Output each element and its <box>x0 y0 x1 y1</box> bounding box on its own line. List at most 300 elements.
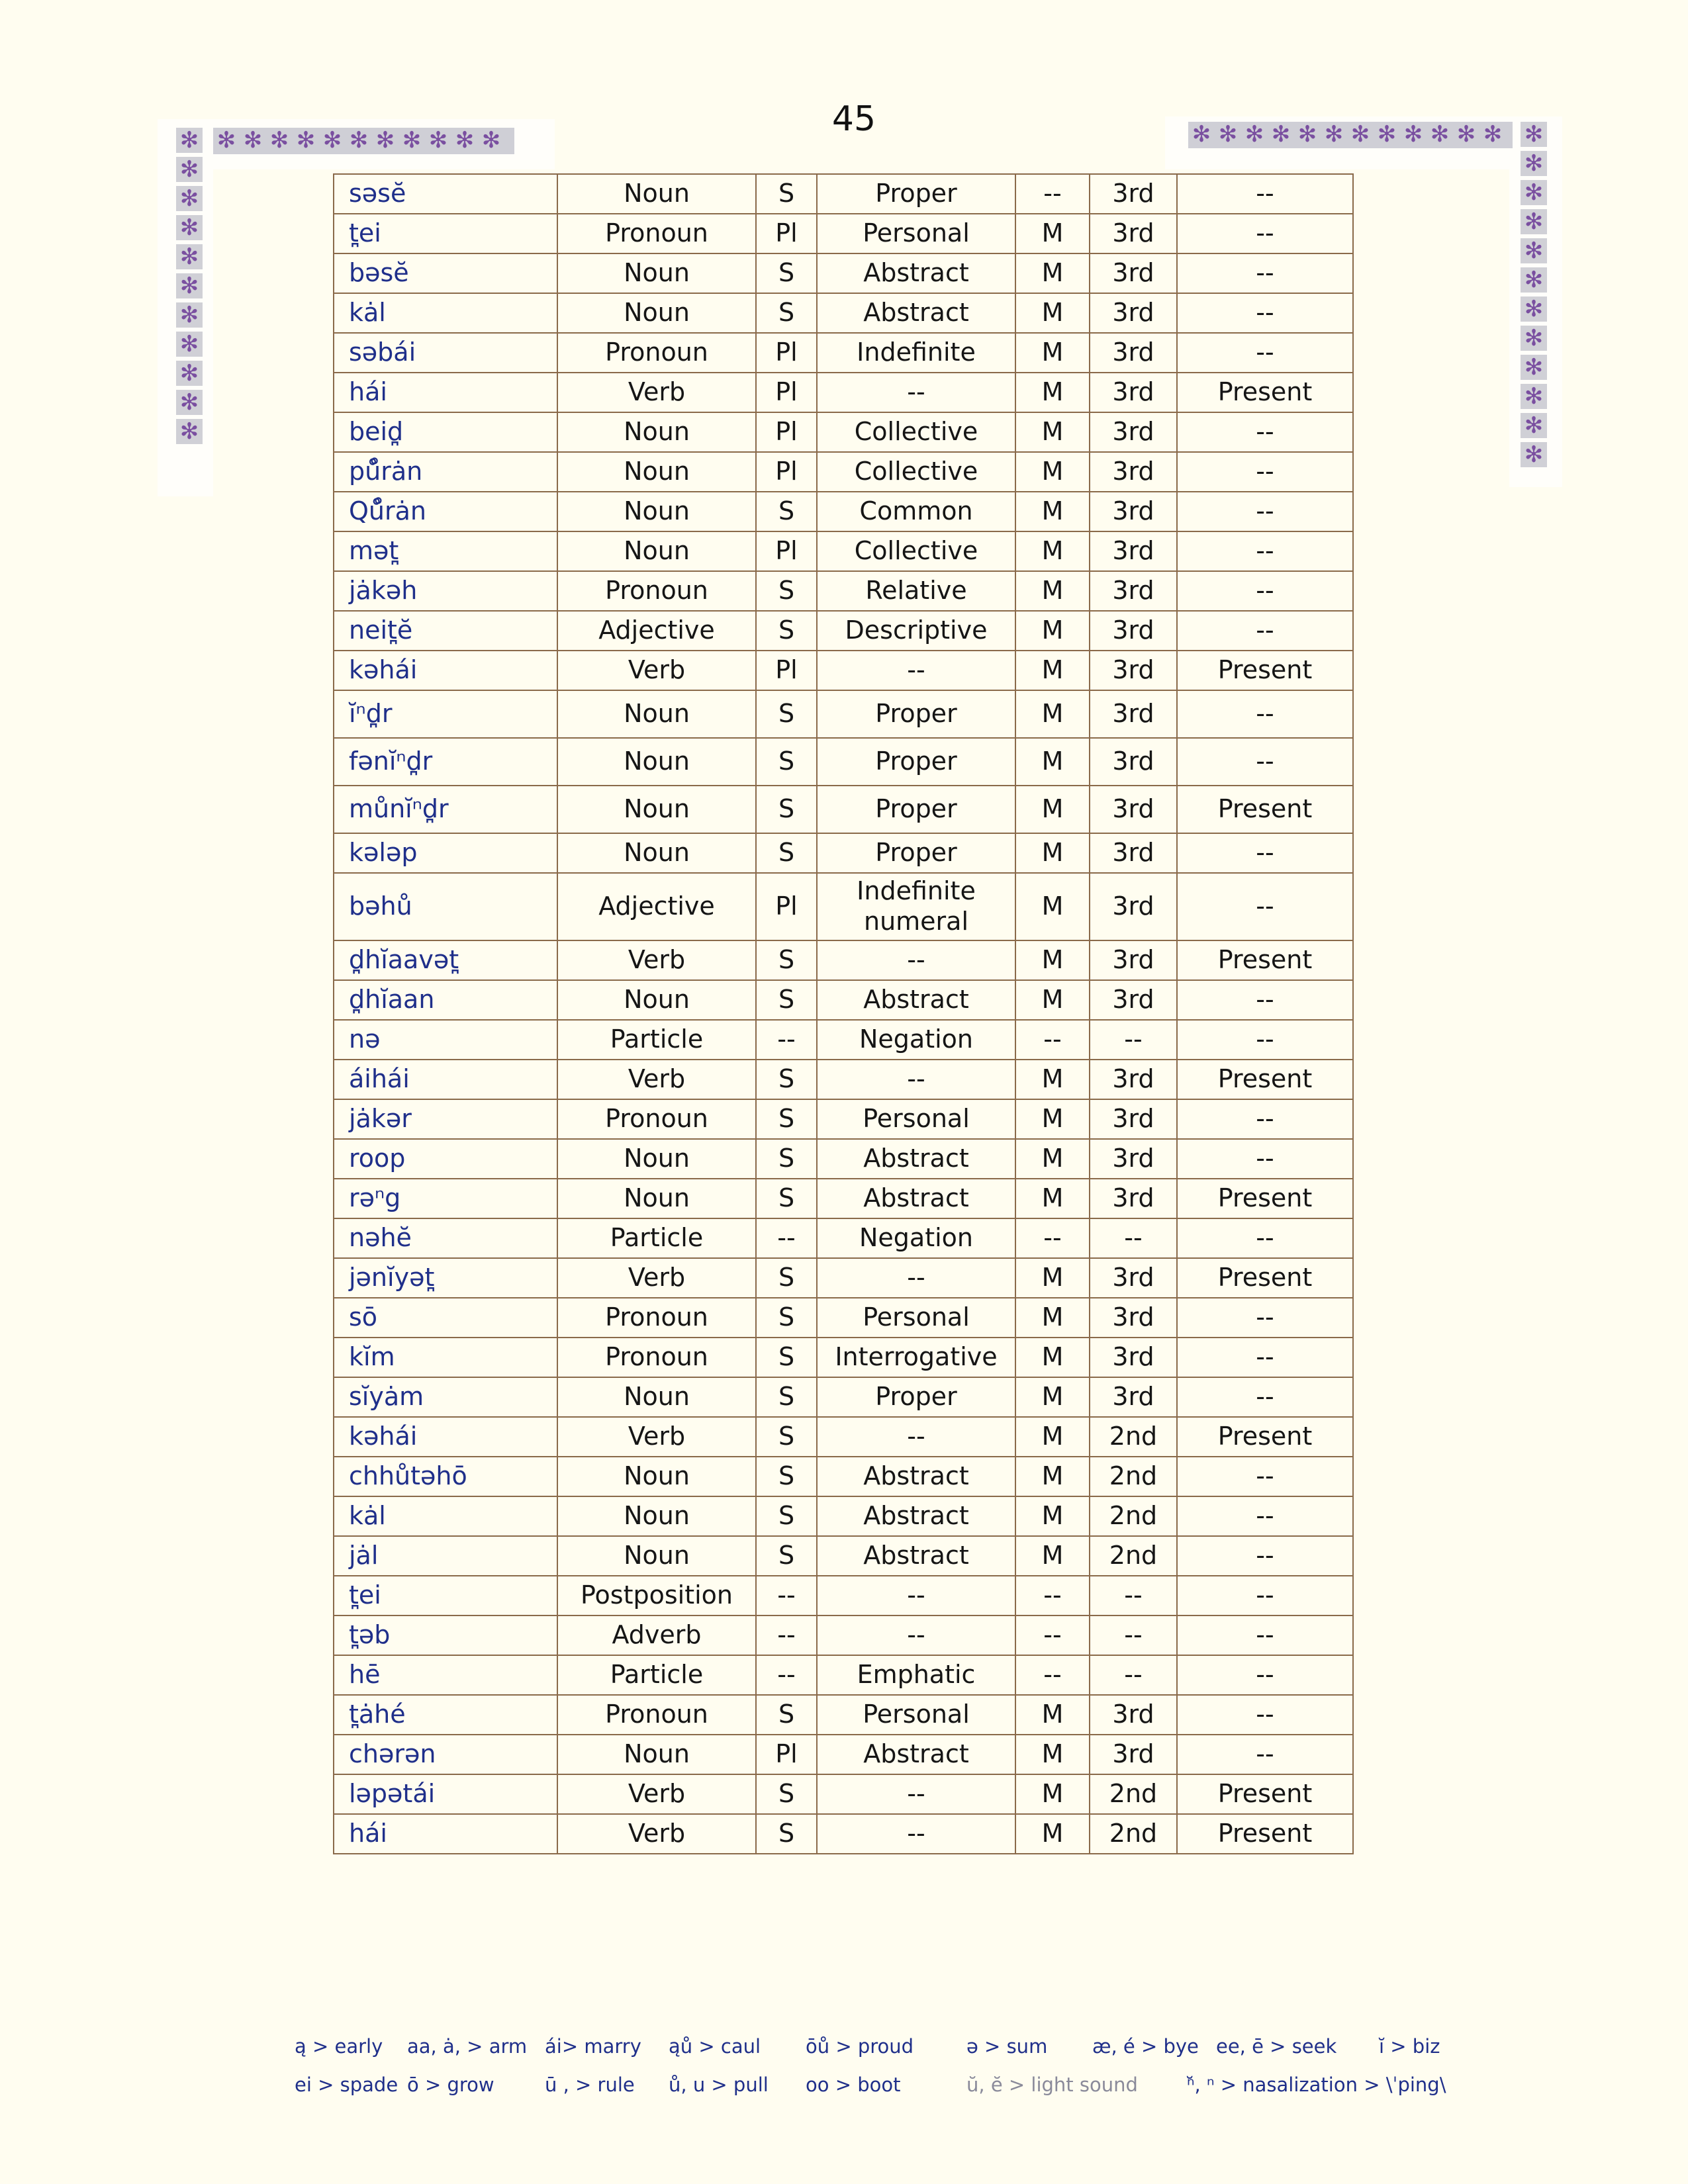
type-cell: Collective <box>817 412 1015 452</box>
gender-cell: M <box>1015 293 1090 333</box>
number-cell: -- <box>756 1655 817 1695</box>
word-cell: mət̪ <box>334 531 557 571</box>
flower-ornament-icon: ✻ <box>1324 121 1344 148</box>
tense-cell: -- <box>1177 1139 1353 1179</box>
number-cell: S <box>756 611 817 651</box>
type-cell: Interrogative <box>817 1338 1015 1377</box>
type-cell: Abstract <box>817 1139 1015 1179</box>
number-cell: Pl <box>756 651 817 690</box>
word-cell: neit̪ĕ <box>334 611 557 651</box>
word-cell: kələp <box>334 833 557 873</box>
type-cell: Proper <box>817 833 1015 873</box>
number-cell: S <box>756 1338 817 1377</box>
person-cell: 3rd <box>1090 690 1177 738</box>
type-cell: -- <box>817 373 1015 412</box>
person-cell: 3rd <box>1090 873 1177 940</box>
tense-cell: -- <box>1177 1099 1353 1139</box>
part-of-speech-cell: Noun <box>557 452 756 492</box>
number-cell: S <box>756 571 817 611</box>
word-cell: můnĭⁿd̪r <box>334 786 557 833</box>
person-cell: 3rd <box>1090 1735 1177 1774</box>
type-cell: Abstract <box>817 1457 1015 1496</box>
gender-cell: M <box>1015 253 1090 293</box>
flower-ornament-icon: ✻ <box>1521 296 1547 322</box>
legend-item: ə > sum <box>966 2035 1048 2058</box>
table-row <box>334 786 1353 833</box>
type-cell: Proper <box>817 786 1015 833</box>
flower-ornament-icon: ✻ <box>216 127 236 154</box>
type-cell: Common <box>817 492 1015 531</box>
number-cell: Pl <box>756 873 817 940</box>
gender-cell: M <box>1015 452 1090 492</box>
table-row <box>334 452 1353 492</box>
tense-cell: Present <box>1177 1417 1353 1457</box>
table-row <box>334 1099 1353 1139</box>
word-cell: bəsĕ <box>334 253 557 293</box>
table-row <box>334 1814 1353 1854</box>
number-cell: S <box>756 1457 817 1496</box>
table-row <box>334 1258 1353 1298</box>
tense-cell: Present <box>1177 373 1353 412</box>
word-cell: hē <box>334 1655 557 1695</box>
number-cell: S <box>756 1496 817 1536</box>
number-cell: S <box>756 1060 817 1099</box>
part-of-speech-cell: Postposition <box>557 1576 756 1615</box>
number-cell: -- <box>756 1615 817 1655</box>
person-cell: 3rd <box>1090 611 1177 651</box>
table-row <box>334 1576 1353 1615</box>
part-of-speech-cell: Pronoun <box>557 1099 756 1139</box>
part-of-speech-cell: Noun <box>557 980 756 1020</box>
gender-cell: M <box>1015 373 1090 412</box>
type-cell: Abstract <box>817 253 1015 293</box>
gender-cell: -- <box>1015 1655 1090 1695</box>
table-row <box>334 940 1353 980</box>
table-row <box>334 293 1353 333</box>
part-of-speech-cell: Noun <box>557 174 756 214</box>
gender-cell: M <box>1015 571 1090 611</box>
flower-ornament-icon: ✻ <box>176 273 203 298</box>
person-cell: -- <box>1090 1655 1177 1695</box>
word-cell: fənĭⁿd̪r <box>334 738 557 786</box>
flower-ornament-icon: ✻ <box>1297 121 1317 148</box>
part-of-speech-cell: Pronoun <box>557 333 756 373</box>
part-of-speech-cell: Verb <box>557 373 756 412</box>
person-cell: 2nd <box>1090 1457 1177 1496</box>
legend-item: ei > spade <box>295 2073 399 2096</box>
table-row <box>334 253 1353 293</box>
tense-cell: -- <box>1177 1615 1353 1655</box>
type-cell: -- <box>817 1814 1015 1854</box>
gender-cell: M <box>1015 1179 1090 1218</box>
part-of-speech-cell: Verb <box>557 651 756 690</box>
gender-cell: M <box>1015 333 1090 373</box>
word-cell: roop <box>334 1139 557 1179</box>
table-row <box>334 492 1353 531</box>
person-cell: 2nd <box>1090 1417 1177 1457</box>
part-of-speech-cell: Adjective <box>557 873 756 940</box>
type-cell: Abstract <box>817 1179 1015 1218</box>
flower-ornament-icon: ✻ <box>176 302 203 328</box>
part-of-speech-cell: Pronoun <box>557 214 756 253</box>
gender-cell: -- <box>1015 174 1090 214</box>
table-row <box>334 873 1353 940</box>
type-cell: Abstract <box>817 1496 1015 1536</box>
tense-cell: -- <box>1177 1377 1353 1417</box>
type-cell: Personal <box>817 1298 1015 1338</box>
gender-cell: M <box>1015 1258 1090 1298</box>
tense-cell: -- <box>1177 492 1353 531</box>
type-cell: Abstract <box>817 293 1015 333</box>
word-cell: hái <box>334 373 557 412</box>
type-cell: Collective <box>817 452 1015 492</box>
gender-cell: M <box>1015 1457 1090 1496</box>
part-of-speech-cell: Noun <box>557 1179 756 1218</box>
type-cell: Indefinite numeral <box>817 873 1015 940</box>
word-cell: pů̊rȧn <box>334 452 557 492</box>
part-of-speech-cell: Verb <box>557 1258 756 1298</box>
number-cell: S <box>756 1774 817 1814</box>
type-cell: -- <box>817 1774 1015 1814</box>
gender-cell: M <box>1015 873 1090 940</box>
type-cell: Emphatic <box>817 1655 1015 1695</box>
word-cell: kəhái <box>334 1417 557 1457</box>
table-row <box>334 1655 1353 1695</box>
tense-cell: -- <box>1177 1218 1353 1258</box>
gender-cell: M <box>1015 1099 1090 1139</box>
tense-cell: Present <box>1177 940 1353 980</box>
flower-ornament-icon: ✻ <box>1483 121 1503 148</box>
flower-ornament-icon: ✻ <box>1456 121 1476 148</box>
tense-cell: -- <box>1177 873 1353 940</box>
number-cell: S <box>756 940 817 980</box>
word-cell: rəⁿg <box>334 1179 557 1218</box>
word-cell: t̪ȧhé <box>334 1695 557 1735</box>
number-cell: S <box>756 690 817 738</box>
flower-ornament-icon: ✻ <box>176 390 203 415</box>
part-of-speech-cell: Noun <box>557 253 756 293</box>
legend-item: ą > early <box>295 2035 383 2058</box>
table-row <box>334 1377 1353 1417</box>
table-row <box>334 1218 1353 1258</box>
table-row <box>334 1457 1353 1496</box>
gender-cell: M <box>1015 980 1090 1020</box>
flower-ornament-icon: ✻ <box>1192 121 1211 148</box>
flower-ornament-icon: ✻ <box>1521 180 1547 205</box>
tense-cell: -- <box>1177 1338 1353 1377</box>
gender-cell: -- <box>1015 1615 1090 1655</box>
person-cell: 3rd <box>1090 980 1177 1020</box>
person-cell: 3rd <box>1090 1139 1177 1179</box>
tense-cell: -- <box>1177 412 1353 452</box>
part-of-speech-cell: Noun <box>557 293 756 333</box>
part-of-speech-cell: Particle <box>557 1020 756 1060</box>
person-cell: 3rd <box>1090 1377 1177 1417</box>
gender-cell: M <box>1015 1496 1090 1536</box>
word-cell: jȧkər <box>334 1099 557 1139</box>
type-cell: Relative <box>817 571 1015 611</box>
person-cell: -- <box>1090 1020 1177 1060</box>
legend-item: ŭ, ĕ > light sound <box>966 2073 1138 2096</box>
legend-item: oo > boot <box>806 2073 901 2096</box>
part-of-speech-cell: Verb <box>557 1417 756 1457</box>
tense-cell: Present <box>1177 1774 1353 1814</box>
person-cell: 3rd <box>1090 1179 1177 1218</box>
flower-ornament-icon: ✻ <box>1521 122 1547 147</box>
gender-cell: M <box>1015 1298 1090 1338</box>
part-of-speech-cell: Noun <box>557 1735 756 1774</box>
tense-cell: Present <box>1177 651 1353 690</box>
person-cell: 3rd <box>1090 1298 1177 1338</box>
word-cell: səsĕ <box>334 174 557 214</box>
gender-cell: M <box>1015 531 1090 571</box>
table-row <box>334 1774 1353 1814</box>
flower-ornament-icon: ✻ <box>1521 151 1547 176</box>
word-cell: d̪hĭaan <box>334 980 557 1020</box>
legend-item: ů, u > pull <box>669 2073 769 2096</box>
legend-item: aa, ȧ, > arm <box>407 2035 528 2058</box>
word-cell: bəhů <box>334 873 557 940</box>
person-cell: 3rd <box>1090 940 1177 980</box>
word-cell: áihái <box>334 1060 557 1099</box>
part-of-speech-cell: Pronoun <box>557 1338 756 1377</box>
tense-cell: -- <box>1177 571 1353 611</box>
type-cell: -- <box>817 1060 1015 1099</box>
word-cell: kȧl <box>334 1496 557 1536</box>
part-of-speech-cell: Noun <box>557 492 756 531</box>
table-row <box>334 1695 1353 1735</box>
person-cell: -- <box>1090 1218 1177 1258</box>
flower-ornament-icon: ✻ <box>1521 209 1547 234</box>
tense-cell: -- <box>1177 1536 1353 1576</box>
person-cell: 3rd <box>1090 214 1177 253</box>
gender-cell: M <box>1015 1139 1090 1179</box>
word-cell: nəhĕ <box>334 1218 557 1258</box>
word-cell: d̪hĭaavət̪ <box>334 940 557 980</box>
word-cell: t̪ei <box>334 214 557 253</box>
person-cell: 3rd <box>1090 333 1177 373</box>
person-cell: 3rd <box>1090 412 1177 452</box>
legend-item: ōů > proud <box>806 2035 914 2058</box>
person-cell: 2nd <box>1090 1536 1177 1576</box>
number-cell: S <box>756 980 817 1020</box>
flower-ornament-icon: ✻ <box>1350 121 1370 148</box>
gender-cell: -- <box>1015 1218 1090 1258</box>
word-cell: t̪əb <box>334 1615 557 1655</box>
tense-cell: -- <box>1177 1496 1353 1536</box>
ornament-row-top-right <box>1188 122 1513 148</box>
word-cell: ləpətái <box>334 1774 557 1814</box>
number-cell: S <box>756 833 817 873</box>
flower-ornament-icon: ✻ <box>1521 326 1547 351</box>
number-cell: S <box>756 1814 817 1854</box>
part-of-speech-cell: Noun <box>557 786 756 833</box>
word-cell: chhůtəhō <box>334 1457 557 1496</box>
table-row <box>334 1735 1353 1774</box>
part-of-speech-cell: Noun <box>557 833 756 873</box>
table-row <box>334 1179 1353 1218</box>
tense-cell: -- <box>1177 1695 1353 1735</box>
legend-item: ū , > rule <box>545 2073 635 2096</box>
gender-cell: M <box>1015 690 1090 738</box>
part-of-speech-cell: Particle <box>557 1218 756 1258</box>
part-of-speech-cell: Pronoun <box>557 1298 756 1338</box>
pronunciation-legend <box>295 2035 1486 2101</box>
number-cell: S <box>756 1179 817 1218</box>
gender-cell: M <box>1015 1417 1090 1457</box>
flower-ornament-icon: ✻ <box>176 419 203 444</box>
word-cell: jȧl <box>334 1536 557 1576</box>
gender-cell: -- <box>1015 1020 1090 1060</box>
tense-cell: Present <box>1177 1060 1353 1099</box>
tense-cell: -- <box>1177 452 1353 492</box>
type-cell: Indefinite <box>817 333 1015 373</box>
table-row <box>334 412 1353 452</box>
flower-ornament-icon: ✻ <box>296 127 316 154</box>
table-row <box>334 980 1353 1020</box>
table-row <box>334 531 1353 571</box>
flower-ornament-icon: ✻ <box>269 127 289 154</box>
gender-cell: M <box>1015 611 1090 651</box>
flower-ornament-icon: ✻ <box>1218 121 1238 148</box>
gender-cell: M <box>1015 1774 1090 1814</box>
table-row <box>334 651 1353 690</box>
word-cell: sĭyȧm <box>334 1377 557 1417</box>
part-of-speech-cell: Noun <box>557 690 756 738</box>
page-number: 45 <box>831 99 876 139</box>
tense-cell: -- <box>1177 1735 1353 1774</box>
number-cell: S <box>756 1298 817 1338</box>
flower-ornament-icon: ✻ <box>1521 442 1547 467</box>
word-cell: Qů̊rȧn <box>334 492 557 531</box>
table-row <box>334 571 1353 611</box>
table-row <box>334 1536 1353 1576</box>
gender-cell: M <box>1015 1536 1090 1576</box>
number-cell: -- <box>756 1576 817 1615</box>
person-cell: 3rd <box>1090 492 1177 531</box>
type-cell: Abstract <box>817 980 1015 1020</box>
tense-cell: -- <box>1177 738 1353 786</box>
gender-cell: M <box>1015 1735 1090 1774</box>
part-of-speech-cell: Adjective <box>557 611 756 651</box>
person-cell: 2nd <box>1090 1774 1177 1814</box>
person-cell: 2nd <box>1090 1814 1177 1854</box>
flower-ornament-icon: ✻ <box>481 127 501 154</box>
tense-cell: -- <box>1177 1298 1353 1338</box>
tense-cell: -- <box>1177 1457 1353 1496</box>
word-cell: hái <box>334 1814 557 1854</box>
type-cell: Negation <box>817 1218 1015 1258</box>
person-cell: 3rd <box>1090 1060 1177 1099</box>
table-row <box>334 1298 1353 1338</box>
word-cell: kȧl <box>334 293 557 333</box>
word-cell: chərən <box>334 1735 557 1774</box>
part-of-speech-cell: Noun <box>557 1496 756 1536</box>
tense-cell: -- <box>1177 293 1353 333</box>
grammar-table-body <box>334 174 1353 1854</box>
flower-ornament-icon: ✻ <box>243 127 263 154</box>
gender-cell: M <box>1015 412 1090 452</box>
gender-cell: M <box>1015 214 1090 253</box>
tense-cell: -- <box>1177 690 1353 738</box>
number-cell: S <box>756 1536 817 1576</box>
gender-cell: M <box>1015 940 1090 980</box>
flower-ornament-icon: ✻ <box>1377 121 1397 148</box>
part-of-speech-cell: Verb <box>557 1814 756 1854</box>
person-cell: 3rd <box>1090 174 1177 214</box>
legend-item: ąů > caul <box>669 2035 761 2058</box>
number-cell: S <box>756 1139 817 1179</box>
number-cell: S <box>756 293 817 333</box>
table-row <box>334 833 1353 873</box>
number-cell: S <box>756 1377 817 1417</box>
person-cell: 3rd <box>1090 1338 1177 1377</box>
flower-ornament-icon: ✻ <box>322 127 342 154</box>
person-cell: 3rd <box>1090 253 1177 293</box>
flower-ornament-icon: ✻ <box>1521 384 1547 409</box>
type-cell: -- <box>817 940 1015 980</box>
part-of-speech-cell: Noun <box>557 1139 756 1179</box>
type-cell: Personal <box>817 214 1015 253</box>
part-of-speech-cell: Particle <box>557 1655 756 1695</box>
person-cell: -- <box>1090 1615 1177 1655</box>
number-cell: Pl <box>756 452 817 492</box>
word-cell: nə <box>334 1020 557 1060</box>
type-cell: Abstract <box>817 1735 1015 1774</box>
table-row <box>334 611 1353 651</box>
table-row <box>334 1139 1353 1179</box>
number-cell: S <box>756 492 817 531</box>
gender-cell: M <box>1015 492 1090 531</box>
table-row <box>334 1338 1353 1377</box>
person-cell: 2nd <box>1090 1496 1177 1536</box>
number-cell: S <box>756 1695 817 1735</box>
part-of-speech-cell: Noun <box>557 738 756 786</box>
part-of-speech-cell: Pronoun <box>557 1695 756 1735</box>
type-cell: Collective <box>817 531 1015 571</box>
person-cell: 3rd <box>1090 786 1177 833</box>
word-cell: səbái <box>334 333 557 373</box>
legend-item: ĭ > biz <box>1379 2035 1440 2058</box>
gender-cell: M <box>1015 786 1090 833</box>
flower-ornament-icon: ✻ <box>176 332 203 357</box>
table-row <box>334 373 1353 412</box>
number-cell: S <box>756 738 817 786</box>
table-row <box>334 174 1353 214</box>
gender-cell: M <box>1015 738 1090 786</box>
person-cell: 3rd <box>1090 293 1177 333</box>
person-cell: 3rd <box>1090 833 1177 873</box>
part-of-speech-cell: Noun <box>557 412 756 452</box>
legend-item: ō > grow <box>407 2073 494 2096</box>
person-cell: 3rd <box>1090 1258 1177 1298</box>
table-row <box>334 1020 1353 1060</box>
type-cell: Proper <box>817 174 1015 214</box>
number-cell: S <box>756 1258 817 1298</box>
flower-ornament-icon: ✻ <box>1521 238 1547 263</box>
type-cell: Descriptive <box>817 611 1015 651</box>
flower-ornament-icon: ✻ <box>176 157 203 182</box>
flower-ornament-icon: ✻ <box>1521 267 1547 293</box>
tense-cell: -- <box>1177 1655 1353 1695</box>
flower-ornament-icon: ✻ <box>402 127 422 154</box>
tense-cell: Present <box>1177 1179 1353 1218</box>
word-cell: kĭm <box>334 1338 557 1377</box>
number-cell: Pl <box>756 1735 817 1774</box>
flower-ornament-icon: ✻ <box>176 215 203 240</box>
flower-ornament-icon: ✻ <box>1430 121 1450 148</box>
word-cell: beid̪ <box>334 412 557 452</box>
